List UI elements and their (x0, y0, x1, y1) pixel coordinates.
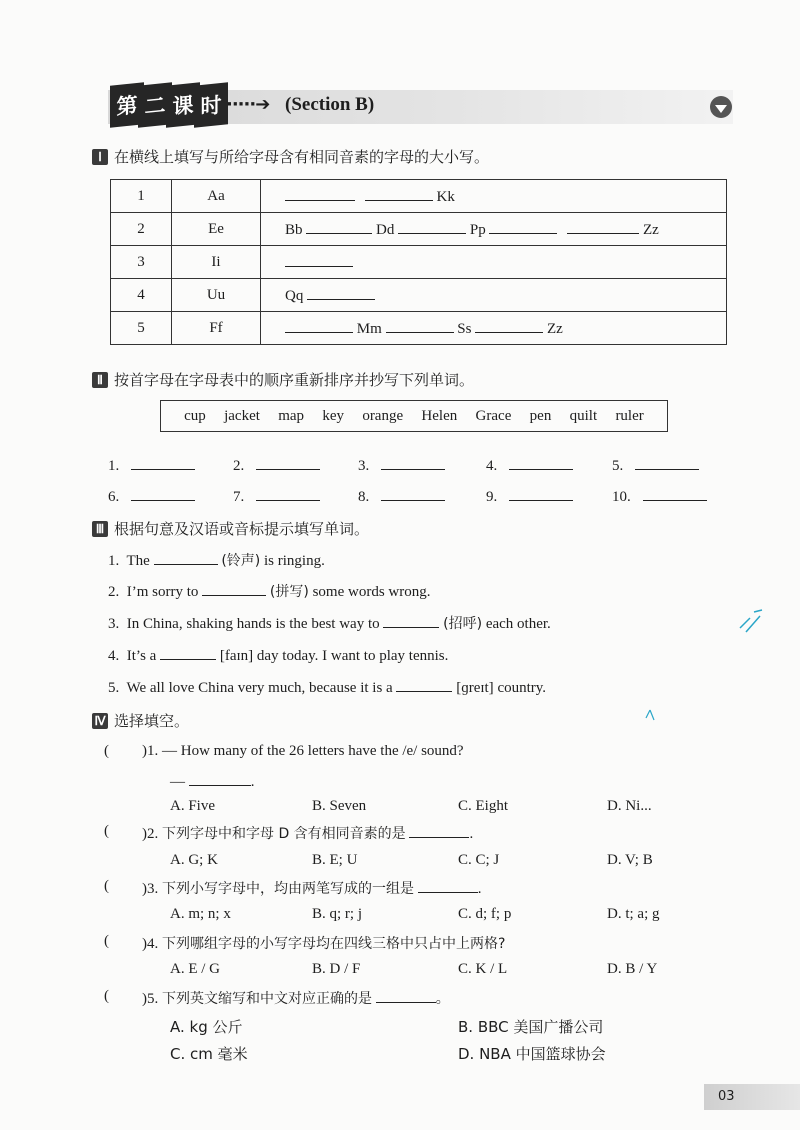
sort-item (486, 455, 573, 475)
word-item: Helen (421, 407, 458, 424)
fill-sentence (108, 613, 551, 633)
word-item: Grace (475, 407, 512, 424)
given-letter: Zz (546, 321, 563, 337)
fill-sentence (108, 677, 546, 697)
row-number: 3 (111, 246, 172, 279)
answer-blank[interactable] (635, 455, 699, 470)
sort-item (612, 455, 699, 475)
answer-blank[interactable] (418, 878, 478, 893)
word-item: orange (362, 407, 404, 424)
page-number: 03 (704, 1084, 800, 1110)
row-letter: Uu (172, 279, 261, 312)
answer-cell (261, 312, 727, 345)
title-char-2: 二 (138, 82, 172, 128)
section-label: (Section B) (285, 94, 375, 115)
sentence-part: each other. (485, 616, 551, 632)
sentence-part: We all love China very much, because it is a (126, 680, 393, 696)
sentence-part: It’s a (126, 648, 157, 664)
sort-item (486, 486, 573, 506)
answer-blank[interactable] (509, 486, 573, 501)
answer-paren[interactable]: ( (104, 743, 109, 759)
sentence-number: 2. (108, 584, 120, 600)
sort-number: 1. (108, 458, 120, 474)
question-2 (142, 823, 473, 843)
title-arrow: ·····➔ (226, 94, 270, 115)
sentence-part: some words wrong. (312, 584, 431, 600)
sort-item (358, 455, 445, 475)
word-item: key (322, 407, 345, 424)
question-text: 下列哪组字母的小写字母均在四线三格中只占中上两格? (162, 936, 506, 952)
option[interactable]: D. NBA 中国篮球协会 (458, 1045, 606, 1063)
option[interactable]: B. BBC 美国广播公司 (458, 1018, 604, 1036)
sentence-number: 5. (108, 680, 120, 696)
answer-blank[interactable] (383, 613, 439, 628)
hint: (招呼) (443, 616, 483, 632)
answer-cell (261, 279, 727, 312)
row-letter: Ee (172, 213, 261, 246)
sort-item (612, 486, 707, 506)
word-item: quilt (569, 407, 598, 424)
answer-blank[interactable] (396, 677, 452, 692)
answer-blank[interactable] (306, 219, 372, 234)
question-1 (142, 743, 464, 760)
question-number: )2. (142, 826, 159, 842)
row-letter: Ff (172, 312, 261, 345)
sort-number: 4. (486, 458, 498, 474)
sort-number: 8. (358, 489, 370, 505)
answer-blank[interactable] (189, 771, 251, 786)
option[interactable]: B. D / F (312, 961, 361, 977)
answer-cell (261, 246, 727, 279)
question-3 (142, 878, 482, 898)
sentence-part: is ringing. (264, 553, 325, 569)
word-box (160, 400, 668, 432)
answer-blank[interactable] (365, 186, 433, 201)
sentence-number: 1. (108, 553, 120, 569)
answer-blank[interactable] (409, 823, 469, 838)
question-text: — How many of the 26 letters have the /e/ sound? (162, 743, 464, 759)
answer-blank[interactable] (285, 252, 353, 267)
sort-item (108, 455, 195, 475)
sort-number: 7. (233, 489, 245, 505)
answer-blank[interactable] (256, 455, 320, 470)
option[interactable]: D. V; B (607, 852, 653, 868)
title-char-4: 时 (194, 82, 228, 128)
answer-blank[interactable] (202, 581, 266, 596)
row-letter: Aa (172, 180, 261, 213)
section-2-number: Ⅱ (92, 372, 108, 388)
row-number: 1 (111, 180, 172, 213)
answer-blank[interactable] (567, 219, 639, 234)
answer-blank[interactable] (376, 988, 436, 1003)
phonetic-hint: [ɡreɪt] (456, 680, 494, 696)
question-text: 下列小写字母中，均由两笔写成的一组是 (162, 881, 414, 897)
sort-number: 3. (358, 458, 370, 474)
answer-blank[interactable] (131, 486, 195, 501)
section-1-number: Ⅰ (92, 149, 108, 165)
word-item: map (278, 407, 305, 424)
option[interactable]: C. Eight (458, 798, 509, 814)
question-number: )5. (142, 991, 159, 1007)
section-1-header (92, 146, 489, 167)
option[interactable]: A. m; n; x (170, 906, 231, 922)
answer-blank[interactable] (386, 318, 454, 333)
section-1-title: 在横线上填写与所给字母含有相同音素的字母的大小写。 (114, 148, 490, 166)
pen-mark-icon (644, 708, 656, 722)
row-number: 2 (111, 213, 172, 246)
section-4-title: 选择填空。 (114, 712, 190, 730)
answer-blank[interactable] (475, 318, 543, 333)
sort-item (233, 455, 320, 475)
option[interactable]: D. B / Y (607, 961, 658, 977)
given-letter: Ss (457, 321, 472, 337)
hint: (拼写) (269, 584, 309, 600)
option[interactable]: C. cm 毫米 (170, 1045, 248, 1063)
row-letter: Ii (172, 246, 261, 279)
row-number: 5 (111, 312, 172, 345)
option[interactable]: D. t; a; g (607, 906, 660, 922)
sentence-number: 4. (108, 648, 120, 664)
hint: (铃声) (221, 553, 261, 569)
section-3-title: 根据句意及汉语或音标提示填写单词。 (114, 520, 370, 538)
pen-scribble-icon (736, 606, 766, 636)
answer-blank[interactable] (285, 318, 353, 333)
sentence-part: I’m sorry to (126, 584, 199, 600)
fill-sentence (108, 581, 431, 601)
reply-dash: — (170, 774, 185, 790)
fill-sentence (108, 645, 448, 665)
question-4 (142, 933, 505, 953)
section-3-header (92, 518, 369, 539)
question-number: )3. (142, 881, 159, 897)
word-item: jacket (224, 407, 260, 424)
answer-blank[interactable] (154, 550, 218, 565)
question-end: . (469, 826, 474, 842)
section-3-number: Ⅲ (92, 521, 108, 537)
question-text: 下列字母中和字母 D 含有相同音素的是 (162, 826, 406, 842)
table-row (111, 279, 727, 312)
word-item: cup (184, 407, 206, 424)
section-4-header (92, 710, 189, 731)
question-number: )4. (142, 936, 159, 952)
answer-paren[interactable]: ( (104, 988, 109, 1004)
answer-blank[interactable] (489, 219, 557, 234)
answer-paren[interactable]: ( (104, 823, 109, 839)
option[interactable]: A. E / G (170, 961, 220, 977)
sentence-part: The (126, 553, 150, 569)
option[interactable]: B. Seven (312, 798, 367, 814)
triangle-down-icon (710, 96, 732, 118)
sentence-part: day today. I want to play tennis. (256, 648, 449, 664)
fill-sentence (108, 550, 325, 570)
option[interactable]: C. K / L (458, 961, 508, 977)
section-2-title: 按首字母在字母表中的顺序重新排序并抄写下列单词。 (114, 371, 475, 389)
answer-blank[interactable] (285, 186, 355, 201)
answer-cell (261, 213, 727, 246)
question-end: . (477, 881, 482, 897)
question-text: 下列英文缩写和中文对应正确的是 (162, 991, 372, 1007)
given-letter: Mm (356, 321, 382, 337)
option[interactable]: C. d; f; p (458, 906, 512, 922)
option[interactable]: B. q; r; j (312, 906, 363, 922)
question-5 (142, 988, 450, 1008)
answer-paren[interactable]: ( (104, 878, 109, 894)
answer-blank[interactable] (643, 486, 707, 501)
sort-number: 10. (612, 489, 631, 505)
given-letter: Zz (642, 222, 659, 238)
sentence-number: 3. (108, 616, 120, 632)
option[interactable]: A. kg 公斤 (170, 1018, 243, 1036)
word-item: ruler (615, 407, 644, 424)
answer-blank[interactable] (509, 455, 573, 470)
option[interactable]: A. Five (170, 798, 215, 814)
row-number: 4 (111, 279, 172, 312)
word-item: pen (529, 407, 552, 424)
table-row (111, 312, 727, 345)
option[interactable]: D. Ni... (607, 798, 652, 814)
title-char-1: 第 (110, 82, 144, 128)
sort-number: 6. (108, 489, 120, 505)
phonetic-hint: [faɪn] (219, 648, 254, 664)
section-4-number: Ⅳ (92, 713, 108, 729)
sort-number: 5. (612, 458, 624, 474)
sentence-part: country. (497, 680, 547, 696)
sort-number: 9. (486, 489, 498, 505)
given-letter: Qq (285, 288, 304, 304)
title-char-3: 课 (166, 82, 200, 128)
table-row (111, 180, 727, 213)
table-row (111, 213, 727, 246)
sort-number: 2. (233, 458, 245, 474)
answer-blank[interactable] (307, 285, 375, 300)
answer-blank[interactable] (398, 219, 466, 234)
section-2-header (92, 369, 474, 390)
table-row (111, 246, 727, 279)
sort-item (108, 486, 195, 506)
given-letter: Kk (436, 189, 455, 205)
answer-cell (261, 180, 727, 213)
sort-item (233, 486, 320, 506)
given-letter: Dd (376, 222, 395, 238)
question-end: 。 (435, 991, 450, 1007)
sort-item (358, 486, 445, 506)
answer-blank[interactable] (381, 486, 445, 501)
letters-table (110, 179, 727, 345)
option[interactable]: B. E; U (312, 852, 358, 868)
option[interactable]: A. G; K (170, 852, 218, 868)
sentence-part: In China, shaking hands is the best way to (126, 616, 380, 632)
option[interactable]: C. C; J (458, 852, 500, 868)
question-1-reply: — . (170, 771, 255, 791)
answer-paren[interactable]: ( (104, 933, 109, 949)
given-letter: Pp (469, 222, 486, 238)
answer-blank[interactable] (131, 455, 195, 470)
answer-blank[interactable] (256, 486, 320, 501)
answer-blank[interactable] (381, 455, 445, 470)
given-letter: Bb (285, 222, 303, 238)
question-number: )1. (142, 743, 159, 759)
answer-blank[interactable] (160, 645, 216, 660)
